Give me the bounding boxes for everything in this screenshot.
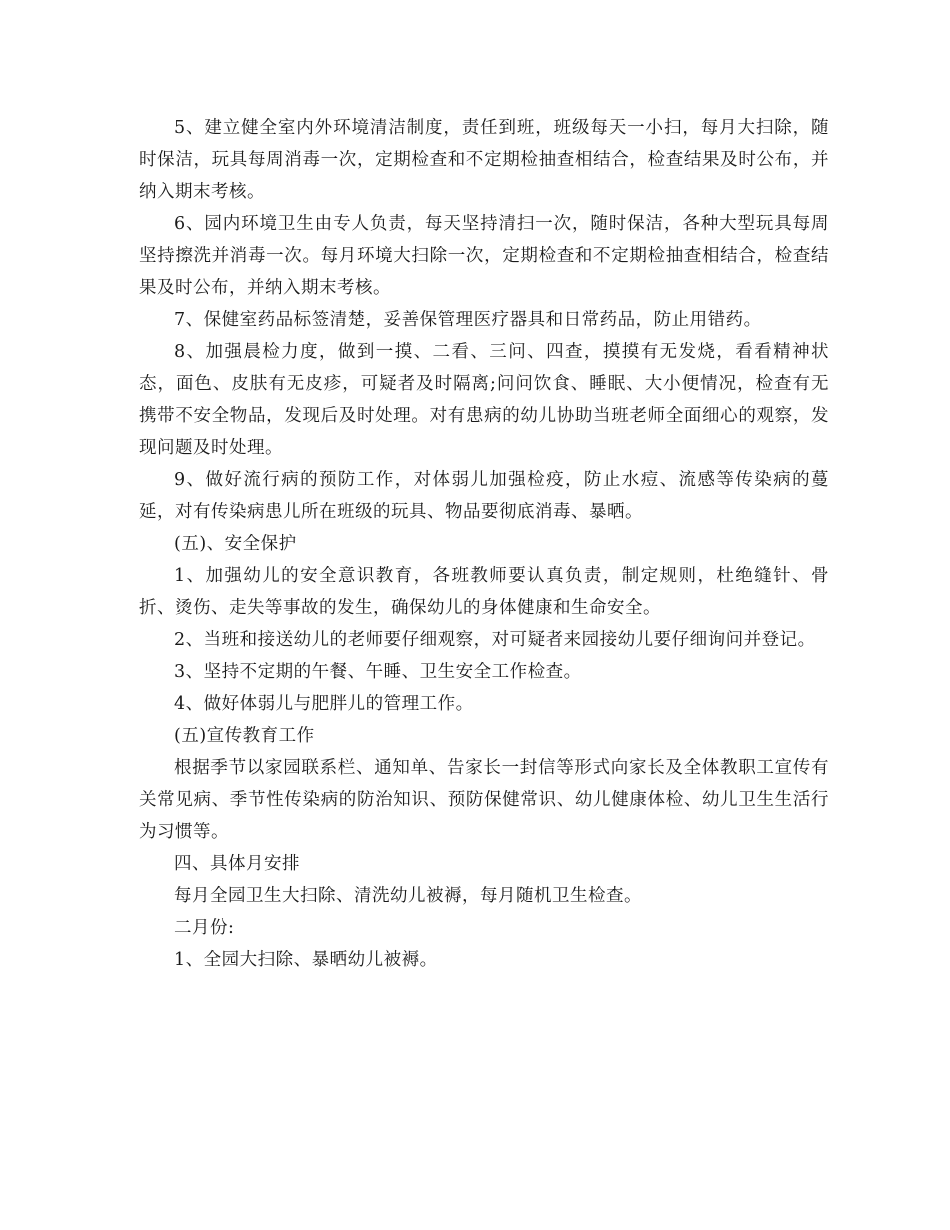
paragraph-publicity: 根据季节以家园联系栏、通知单、告家长一封信等形式向家长及全体教职工宣传有关常见病、季节性传染病的防治知识、预防保健常识、幼儿健康体检、幼儿卫生生活行为习惯等。 [139, 758, 829, 842]
paragraph-8-morning-check: 8、加强晨检力度，做到一摸、二看、三问、四查，摸摸有无发烧，看看精神状态，面色、皮肤有无皮疹，可疑者及时隔离;问问饮食、睡眠、大小便情况，检查有无携带不安全物品，发现后及时处理。对有患病的幼儿协助当班老师全面细心的观察，发现问题及时处理。 [139, 342, 829, 458]
paragraph-safety-3: 3、坚持不定期的午餐、午睡、卫生安全工作检查。 [174, 662, 582, 682]
paragraph-5-cleaning-system: 5、建立健全室内外环境清洁制度，责任到班，班级每天一小扫，每月大扫除，随时保洁，玩具每周消毒一次，定期检查和不定期检抽查相结合，检查结果及时公布，并纳入期末考核。 [139, 118, 829, 202]
section-heading-safety: (五)、安全保护 [174, 534, 297, 554]
paragraph-safety-4: 4、做好体弱儿与肥胖儿的管理工作。 [174, 694, 474, 714]
paragraph-safety-1: 1、加强幼儿的安全意识教育，各班教师要认真负责，制定规则，杜绝缝针、骨折、烫伤、走失等事故的发生，确保幼儿的身体健康和生命安全。 [139, 566, 829, 618]
paragraph-safety-2: 2、当班和接送幼儿的老师要仔细观察，对可疑者来园接幼儿要仔细询问并登记。 [174, 630, 816, 650]
paragraph-monthly: 每月全园卫生大扫除、清洗幼儿被褥，每月随机卫生检查。 [174, 886, 642, 906]
document-page [139, 112, 829, 976]
paragraph-9-epidemic-prevention: 9、做好流行病的预防工作，对体弱儿加强检疫，防止水痘、流感等传染病的蔓延，对有传染病患儿所在班级的玩具、物品要彻底消毒、暴晒。 [139, 470, 829, 522]
month-heading-february: 二月份: [174, 918, 235, 938]
paragraph-february-1: 1、全园大扫除、暴晒幼儿被褥。 [174, 950, 438, 970]
paragraph-7-medicine-labels: 7、保健室药品标签清楚，妥善保管理医疗器具和日常药品，防止用错药。 [174, 310, 762, 330]
section-heading-monthly-plan: 四、具体月安排 [174, 854, 300, 874]
paragraph-6-environment-hygiene: 6、园内环境卫生由专人负责，每天坚持清扫一次，随时保洁，各种大型玩具每周坚持擦洗并消毒一次。每月环境大扫除一次，定期检查和不定期检抽查相结合，检查结果及时公布，并纳入期末考核。 [139, 214, 829, 298]
section-heading-publicity: (五)宣传教育工作 [174, 726, 315, 746]
